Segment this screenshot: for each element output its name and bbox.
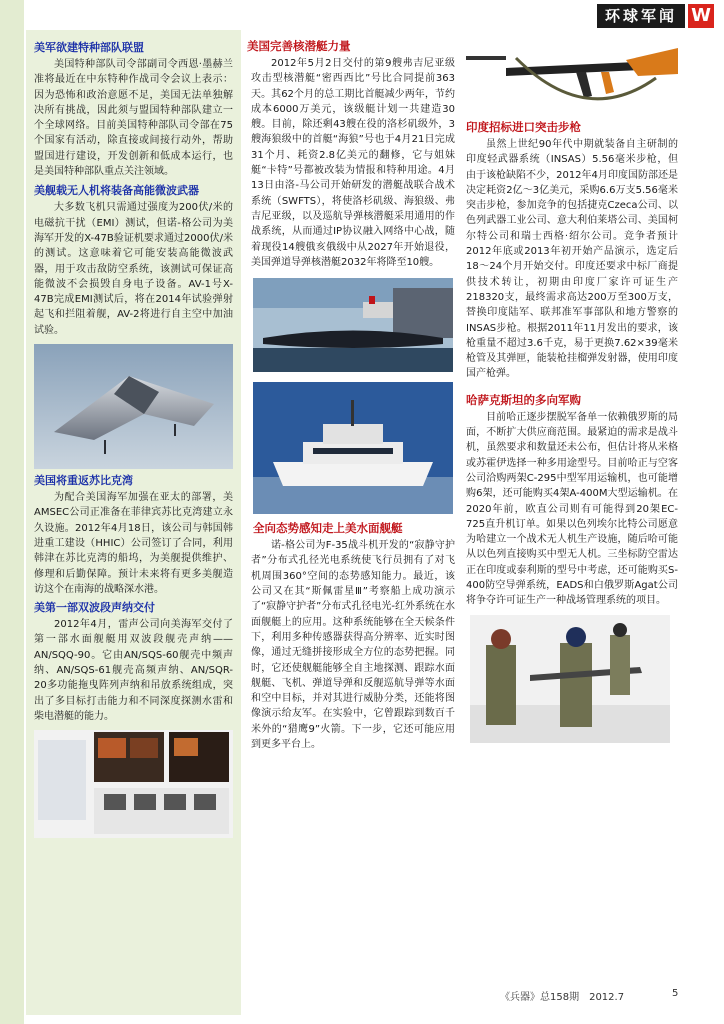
article-body: 美国特种部队司令部副司令西恩·墨赫兰准将最近在中东特种作战司令会议上表示：因为恐怖和政治意愿不足，美国无法单独解决所有挑战，因此须与盟国特种部队建立一个全球网络。目前美国特种部队司令部在75个国家有活动，除直接或间接行动外，帮助盟国进行建设，开发创新和低成本运行，也是美国特种部队重点关注领域。	[34, 59, 233, 178]
article-body: 虽然上世纪90年代中期就装备自主研制的印度轻武器系统（INSAS）5.56毫米步枪，但由于该枪缺陷不少，2012年4月印度国防部还是决定耗资2亿～3亿美元，采购6.6万支5.56毫米突击步枪，参加竞争的包括捷克Czeca公司、以色列武器工业公司、意大利伯莱塔公司、美国柯尔特公司和瑞士西格·绍尔公司。竞争者预计2012年底或2013年初开始产品演示，选定后18～24个月开始交付。印度还要求中标厂商提供技术转让，初期由印度厂家许可证生产218320支，最终需求高达200万至300万支，替换印度陆军、联邦准军事部队和地方警察的INSAS步枪。根据2011年11月发出的要求，该枪重量不超过3.6千克，易于更换7.62×39毫米枪管及其弹匣，能装枪挂榴弹发射器，使用印度国产枪弹。	[466, 139, 678, 380]
submarine-photo	[253, 278, 453, 372]
sonar-console-photo	[34, 730, 233, 838]
article-body: 大多数飞机只需通过强度为200伏/米的电磁抗干扰（EMI）测试，但诺-格公司为美海军开发的X-47B验证机要求通过2000伏/米的测试。这意味着它可能安装高能微波武器，用于攻击敌防空系统，该测试可保证高能微波不会损毁自身电子设备。AV-1号X-47B完成EMI测试后，将在2014年试验弹射起飞和拦阻着舰，AV-2将进行自主空中加油试验。	[34, 202, 233, 336]
soldiers-photo	[470, 615, 670, 743]
article-body: 诺-格公司为F-35战斗机开发的“寂静守护者”分布式孔径光电系统使飞行员拥有了对飞机周围360°空间的态势感知能力。最近，该公司又在其“斯佩雷星Ⅲ”考察船上成功演示了“寂静守护者”分布式孔径电光-红外系统在水面舰艇上的应用。这种系统能够在全天候条件下，利用多种传感器获得高分辨率、近实时图像，通过无缝拼接形成全方位的态势把握。同时，它还使舰艇能够全自主地探测、跟踪水面舰艇、飞机、弹道导弹和反舰巡航导弹等水面和空中目标，并对其进行威胁分类，还能将图像演示给友军。在实验中，它曾跟踪到数百千米外的“猎鹰9”火箭。下一步，它还可能应用到更多平台上。	[251, 540, 455, 751]
page-number: 5	[672, 988, 679, 999]
article-title: 哈萨克斯坦的多向军购	[466, 392, 581, 407]
right-column	[466, 38, 678, 978]
article-body: 目前哈正逐步摆脱军备单一依赖俄罗斯的局面，不断扩大供应商范围。最紧迫的需求是战斗机，虽然要求和数量还未公布，但估计将从米格或苏霍伊选择一种多用途型号。目前哈正与空客公司洽购两架C-295中型军用运输机，也可能增购6架，还可能购买4架A-400M大型运输机。在2020年前，欧直公司则有可能得到20架EC-725直升机订单。如果以色列埃尔比特公司愿意为哈建立一个战术无人机生产设施，随后哈可能从以色列直接购买中型无人机。三坐标防空雷达正在印度或泰利斯的型号中考虑，还可能购买S-400防空导弹系统，EADS和白俄罗斯Agat公司将争夺许可证生产一种战场管理系统的项目。	[466, 411, 678, 607]
section-title: 环球军闻	[597, 4, 685, 28]
page-margin-band	[0, 0, 24, 1024]
middle-column	[247, 38, 459, 978]
issue-footer: 《兵器》总158期 2012.7	[500, 992, 625, 1003]
article-title: 美国将重返苏比克湾	[34, 474, 133, 488]
article-body: 2012年4月，雷声公司向美海军交付了第一部水面舰艇用双波段舰壳声纳——AN/SQQ-90。它由AN/SQS-60舰壳中频声纳、AN/SQS-61舰壳高频声纳、AN/SQR-20多功能拖曳阵列声纳和吊放系统组成，突出了多目标打击能力和不同深度探测水雷和柴电潜艇的能力。	[34, 619, 233, 722]
x47b-drone-photo	[34, 344, 233, 469]
test-ship-image	[253, 382, 453, 514]
rifle-image	[466, 38, 678, 116]
article-title: 全向态势感知走上美水面舰艇	[253, 521, 403, 536]
article-body: 2012年5月2日交付的第9艘弗吉尼亚级攻击型核潜艇“密西西比”号比合同提前363天。其62个月的总工期比首艇减少两年，节约成本6000万美元，该级艇计划一共建造30艘。目前，除还剩43艘在役的洛杉矶级外，3艘海狼级中的首艇“海狼”号也于4月21日完成31个月、耗资2.8亿美元的翻修，它与姐妹艇“卡特”号都被改装为情报和特种用途。4月13日由洛-马公司开始研发的潜艇战联合战术系统（SWFTS），将使洛杉矶级、海狼级、弗吉尼亚级，以及巡航导弹核潜艇采用通用的作战系统，从而通过IP协议融入网络中心战，随着现役14艘俄亥俄级中从2027年开始退役，美国弹道导弹核潜艇2032年将降至10艘。	[251, 58, 455, 268]
section-badge: W	[688, 4, 714, 28]
article-title: 美第一部双波段声纳交付	[34, 601, 155, 615]
sonar-console-image	[34, 730, 233, 838]
soldiers-image	[470, 615, 670, 743]
left-column	[26, 30, 241, 1015]
article-title: 美国完善核潜艇力量	[247, 39, 351, 53]
submarine-image	[253, 278, 453, 372]
article-title: 印度招标进口突击步枪	[466, 120, 581, 134]
x47b-drone-image	[34, 344, 233, 469]
rifle-photo	[466, 38, 678, 116]
test-ship-photo	[253, 382, 453, 514]
section-banner	[597, 4, 714, 28]
article-body: 为配合美国海军加强在亚太的部署，美AMSEC公司正准备在菲律宾苏比克湾建立永久设施。2012年4月18日，该公司与韩国韩进重工建设（HHIC）公司签订了合同，利用韩津在苏比克湾的船坞，为美舰提供维护、修理和后勤保障。预计未来将有更多美舰造访这个在南海的战略深水港。	[34, 492, 233, 595]
article-title: 美军欲建特种部队联盟	[34, 41, 144, 54]
article-title: 美舰载无人机将装备高能微波武器	[34, 184, 199, 198]
